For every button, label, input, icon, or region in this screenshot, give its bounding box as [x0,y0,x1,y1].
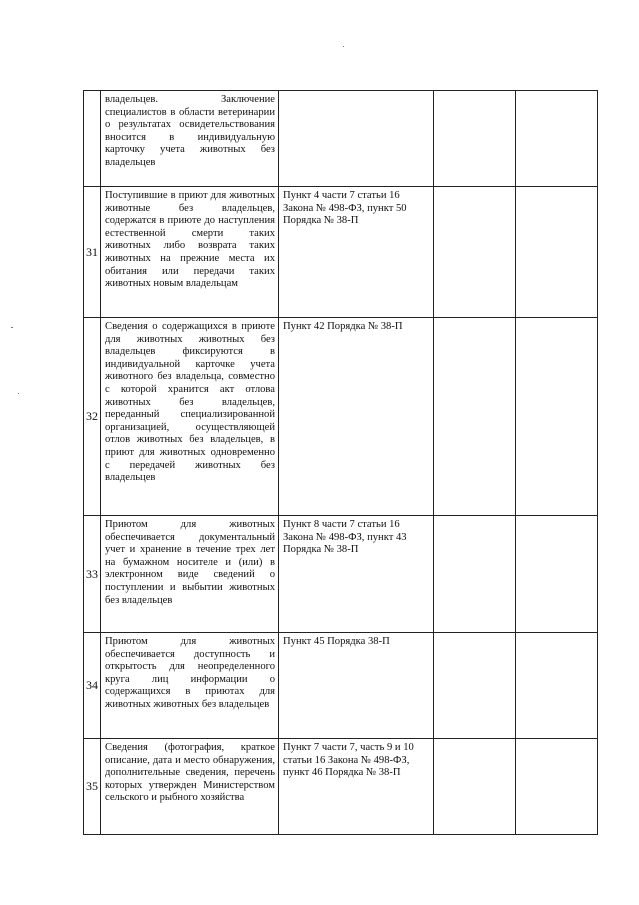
description-cell [101,739,279,835]
extra-cell-2 [516,91,598,187]
scan-speck [18,393,19,394]
requirement-text: Сведения (фотография, краткое описание, дата и место обнаружения, дополнительные сведения, перечень которых утвержден Министерством сельского и рыбного хозяйства [105,742,275,804]
row-number: 35 [84,739,101,835]
table-row [84,516,598,633]
extra-cell-2 [516,516,598,633]
extra-cell-1 [434,739,516,835]
legal-reference: Пункт 8 части 7 статьи 16 Закона № 498-ФЗ, пункт 43 Порядка № 38-П [283,519,407,556]
description-cell [101,633,279,739]
table-row [84,633,598,739]
legal-reference: Пункт 7 части 7, часть 9 и 10 статьи 16 Закона № 498-ФЗ, пункт 46 Порядка № 38-П [283,742,414,779]
requirement-text: владельцев. Заключение специалистов в области ветеринарии о результатах освидетельствования вносится в индивидуальную карточку учета животных без владельцев [105,94,275,168]
reference-cell [279,318,434,516]
table-row [84,739,598,835]
table-row [84,318,598,516]
reference-cell [279,91,434,187]
table-row [84,187,598,318]
reference-cell [279,739,434,835]
extra-cell-1 [434,516,516,633]
row-number: 31 [84,187,101,318]
requirement-text: Приютом для животных обеспечивается документальный учет и хранение в течение трех лет на бумажном носителе и (или) в электронном виде сведений о поступлении и выбытии животных без владельцев [105,519,275,606]
extra-cell-2 [516,187,598,318]
legal-reference: Пункт 42 Порядка № 38-П [283,321,403,332]
row-number: 34 [84,633,101,739]
requirement-text: Сведения о содержащихся в приюте для животных животных без владельцев фиксируются в индивидуальной карточке учета животного без владельца, совместно с которой хранится акт отлова животных без владельцев, переданный специализированной организацией, осуществляющей отлов животных без владельцев, в приют для животных одновременно с передачей животных без владельцев [105,321,275,484]
extra-cell-2 [516,633,598,739]
requirement-text: Поступившие в приют для животных животные без владельцев, содержатся в приюте до наступления естественной смерти таких животных либо возврата таких животных на прежние места их обитания или передачи таких животных новым владельцам [105,190,275,290]
description-cell [101,91,279,187]
description-cell [101,516,279,633]
description-cell [101,318,279,516]
extra-cell-2 [516,739,598,835]
extra-cell-1 [434,187,516,318]
extra-cell-1 [434,633,516,739]
legal-reference: Пункт 4 части 7 статьи 16 Закона № 498-ФЗ, пункт 50 Порядка № 38-П [283,190,407,227]
extra-cell-1 [434,318,516,516]
reference-cell [279,187,434,318]
table-row [84,91,598,187]
row-number: 32 [84,318,101,516]
legal-reference: Пункт 45 Порядка 38-П [283,636,390,647]
description-cell [101,187,279,318]
requirements-table [83,90,598,835]
extra-cell-2 [516,318,598,516]
scan-speck [11,327,13,328]
scan-speck [343,46,344,47]
reference-cell [279,516,434,633]
row-number: 33 [84,516,101,633]
row-number [84,91,101,187]
requirement-text: Приютом для животных обеспечивается доступность и открытость для неопределенного круга лиц информации о содержащихся в приютах для животных животных без владельцев [105,636,275,710]
reference-cell [279,633,434,739]
legal-reference [279,91,433,97]
extra-cell-1 [434,91,516,187]
